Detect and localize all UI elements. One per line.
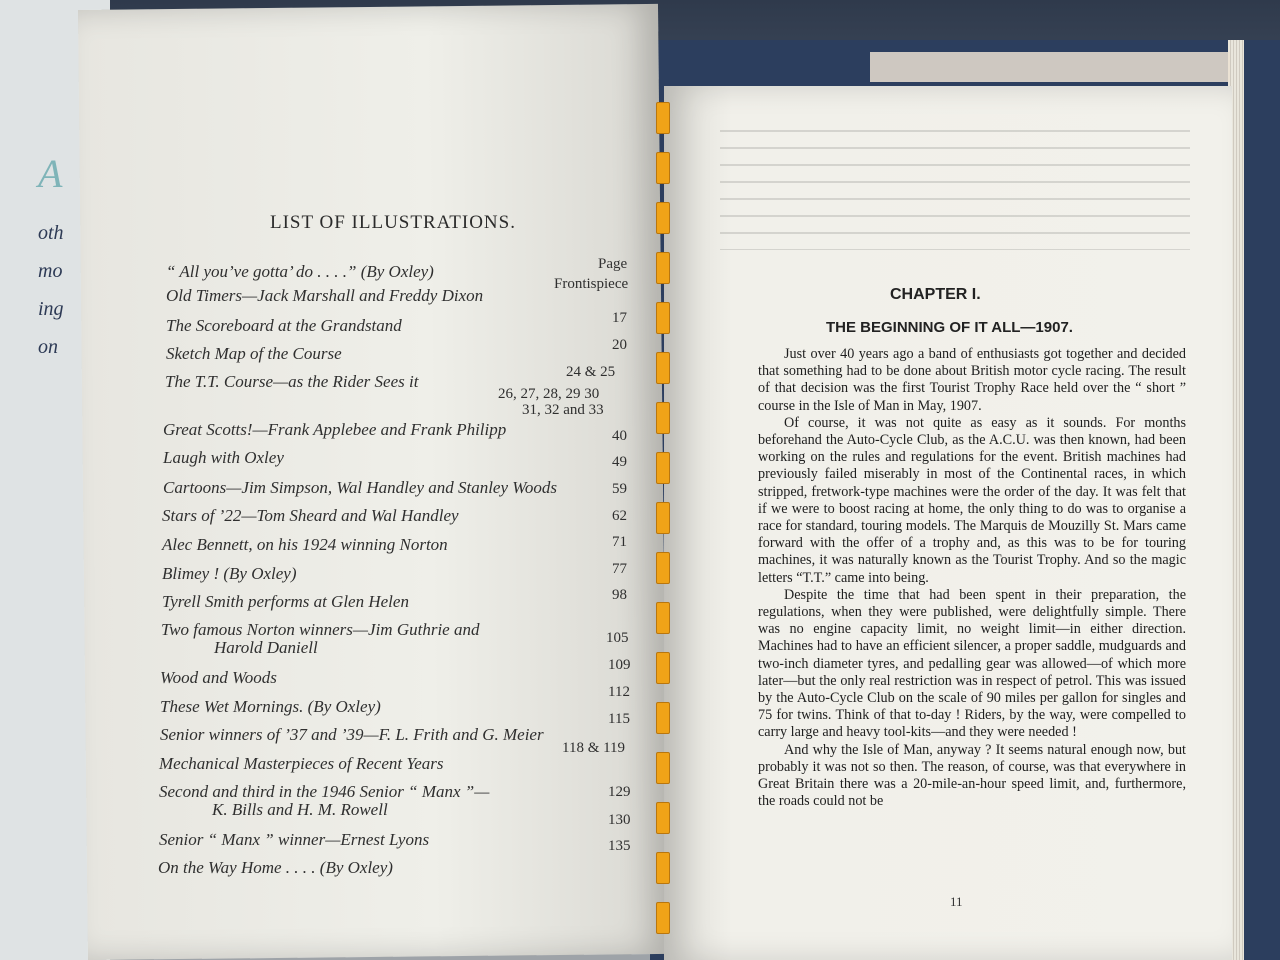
tape-strip (870, 52, 1230, 82)
binding-ring (656, 452, 670, 484)
illustration-page: 105 (606, 630, 629, 646)
illustration-title: Two famous Norton winners—Jim Guthrie and (161, 620, 480, 639)
illustration-page: 129 (608, 784, 631, 800)
sheet-fragment: on (38, 336, 58, 358)
illustration-page: 20 (612, 337, 627, 353)
illustration-title: These Wet Mornings. (By Oxley) (160, 697, 381, 716)
paragraph: Despite the time that had been spent in their preparation, the regulations, when they were published, were delightfully simple. There was no engine capacity limit, no weight limit—in either direction. Machines had to have an efficient silencer, a proper saddle, mudguards and two-inch diameter tyres, and pedalling gear was allowed—of which more later—but the only real restriction was in respect of petrol. This was issued by the Auto-Cycle Club on the scale of 90 miles per gallon for singles and 75 for twins. Think of that to-day ! Riders, by the way, were compelled to carry large and heavy tool-kits—and they were needed ! (758, 586, 1186, 741)
binding-ring (656, 802, 670, 834)
illustration-page: Frontispiece (554, 276, 629, 292)
illustration-title: Senior “ Manx ” winner—Ernest Lyons (159, 830, 430, 849)
illustration-title: Tyrell Smith performs at Glen Helen (162, 592, 409, 611)
sheet-fragment: A (38, 151, 63, 196)
illustration-title: Sketch Map of the Course (166, 344, 342, 363)
illustration-page: 98 (612, 587, 627, 603)
binding-ring (656, 152, 670, 184)
illustration-page: 17 (612, 310, 627, 326)
paragraph: And why the Isle of Man, anyway ? It seems natural enough now, but probably it was not so then. The reason, of course, was that everywhere in Great Britain there was a 20-mile-an-hour speed limit, and, furthermore, the roads could not be (758, 741, 1186, 810)
binding-ring (656, 502, 670, 534)
illustration-page: 115 (608, 711, 630, 727)
illustration-title: Laugh with Oxley (163, 448, 284, 467)
illustration-page: 71 (612, 534, 627, 550)
illustration-title: On the Way Home . . . . (By Oxley) (158, 858, 393, 877)
illustration-title: K. Bills and H. M. Rowell (212, 800, 388, 819)
illustration-page: 77 (612, 561, 627, 577)
illustration-title: Wood and Woods (160, 668, 277, 687)
illustration-title: Stars of ’22—Tom Sheard and Wal Handley (162, 506, 459, 525)
paragraph: Just over 40 years ago a band of enthusiasts got together and decided that something had to be done about British motor cycle racing. The result of that decision was the first Tourist Trophy Race held over the “ short ” course in the Isle of Man in May, 1907. (758, 346, 1186, 414)
sheet-fragment: oth (38, 222, 64, 244)
illustration-title: Senior winners of ’37 and ’39—F. L. Frith and G. Meier (160, 725, 544, 744)
chapter-heading: CHAPTER I. (890, 286, 981, 303)
illustration-title: Cartoons—Jim Simpson, Wal Handley and Stanley Woods (163, 478, 557, 497)
illustration-title: Harold Daniell (214, 638, 318, 657)
illustration-page: 40 (612, 428, 627, 444)
illustration-title: The Scoreboard at the Grandstand (166, 316, 402, 335)
page-number: 11 (950, 894, 963, 909)
binding-ring (656, 252, 670, 284)
illustration-page: 24 & 25 (566, 364, 616, 380)
sheet-fragment: mo (38, 260, 63, 282)
illustration-page: 118 & 119 (562, 740, 626, 756)
illustration-page: 112 (608, 684, 630, 700)
chapter-body (758, 346, 1186, 810)
page-column-header: Page (598, 256, 628, 272)
chapter-title: THE BEGINNING OF IT ALL—1907. (826, 319, 1073, 336)
illustration-title: Alec Bennett, on his 1924 winning Norton (162, 535, 448, 554)
binding-ring (656, 702, 670, 734)
illustration-page: 130 (608, 812, 631, 828)
binding-ring (656, 402, 670, 434)
spiral-binding (656, 90, 670, 950)
illustration-page: 49 (612, 454, 627, 470)
binding-ring (656, 352, 670, 384)
illustration-page: 31, 32 and 33 (522, 402, 604, 418)
binding-ring (656, 652, 670, 684)
illustration-title: The T.T. Course—as the Rider Sees it (165, 372, 419, 391)
illustration-page: 59 (612, 481, 627, 497)
illustrations-heading: LIST OF ILLUSTRATIONS. (270, 212, 516, 233)
illustration-title: Great Scotts!—Frank Applebee and Frank Philipp (163, 420, 507, 439)
illustration-page: 62 (612, 508, 627, 524)
binding-ring (656, 752, 670, 784)
binding-ring (656, 852, 670, 884)
illustration-page: 26, 27, 28, 29 30 (498, 386, 600, 402)
illustration-title: Mechanical Masterpieces of Recent Years (159, 754, 444, 773)
paragraph: Of course, it was not quite as easy as it sounds. For months beforehand the Auto-Cycle Club, as the A.C.U. was then known, had been working on the rules and regulations for the event. British machines had previously failed miserably in most of the Continental races, in which stripped, fretwork-type machines were the order of the day. It was felt that if we were to boost racing at home, the only thing to do was to organise a race for standard, touring models. The Marquis de Mouzilly St. Mars came forward with the offer of a trophy and, as this was to be for touring machines, it was naturally known as the Tourist Trophy. And so the magic letters “T.T.” came into being. (758, 414, 1186, 586)
binding-ring (656, 602, 670, 634)
illustration-title: Second and third in the 1946 Senior “ Manx ”— (159, 782, 490, 801)
binding-ring (656, 302, 670, 334)
illustration-title: Blimey ! (By Oxley) (162, 564, 297, 583)
binding-ring (656, 202, 670, 234)
illustration-page: 109 (608, 657, 631, 673)
illustration-title: “ All you’ve gotta’ do . . . .” (By Oxley) (166, 262, 434, 281)
binding-ring (656, 902, 670, 934)
illustration-page: 135 (608, 838, 631, 854)
illustration-title: Old Timers—Jack Marshall and Freddy Dixon (166, 286, 484, 305)
show-through-text (720, 130, 1190, 250)
binding-ring (656, 552, 670, 584)
sheet-fragment: ing (38, 298, 64, 320)
binding-ring (656, 102, 670, 134)
